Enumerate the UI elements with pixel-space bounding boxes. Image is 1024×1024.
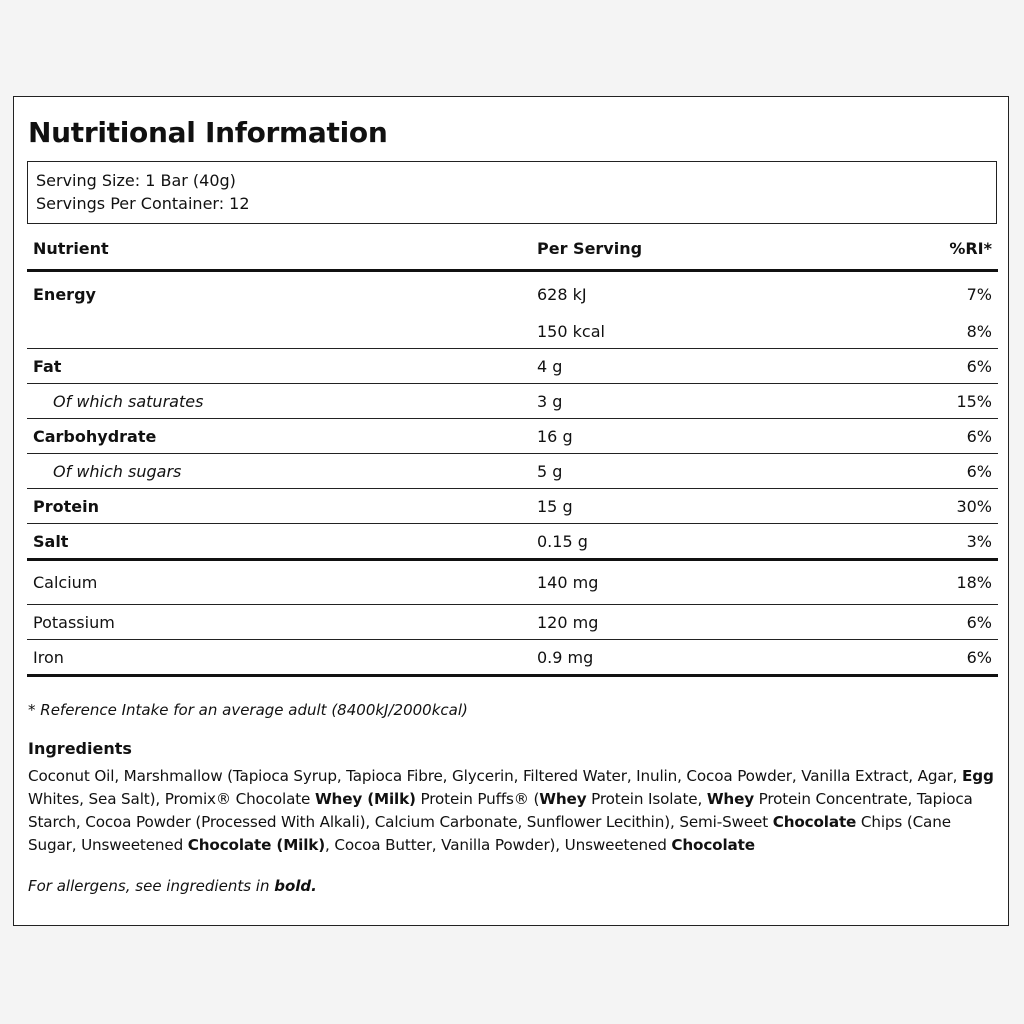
nutrition-panel	[13, 96, 1009, 926]
table-header-row	[27, 233, 998, 272]
ingredients-text	[28, 765, 1000, 857]
nutrient-amount: 628 kJ	[537, 285, 587, 304]
ingredient-segment: Whites, Sea Salt), Promix® Chocolate	[28, 790, 315, 808]
header-nutrient: Nutrient	[33, 239, 109, 258]
nutrient-ri: 15%	[956, 392, 992, 411]
allergen-chocolate-milk: Chocolate (Milk)	[187, 836, 326, 854]
nutrient-amount: 3 g	[537, 392, 563, 411]
nutrient-ri: 6%	[966, 613, 992, 632]
nutrient-name: Fat	[33, 357, 62, 376]
ri-footnote: * Reference Intake for an average adult (8400kJ/2000kcal)	[28, 701, 468, 719]
allergen-chocolate: Chocolate	[671, 836, 755, 854]
allergen-whey: Whey	[706, 790, 754, 808]
allergen-whey-milk: Whey (Milk)	[314, 790, 416, 808]
nutrient-name: Potassium	[33, 613, 115, 632]
nutrient-name: Calcium	[33, 573, 98, 592]
nutrient-ri: 6%	[966, 648, 992, 667]
ingredient-segment: Protein Puffs® (	[415, 790, 540, 808]
nutrient-ri: 3%	[966, 532, 992, 551]
allergen-chocolate: Chocolate	[772, 813, 857, 831]
nutrient-name: Of which sugars	[53, 462, 182, 481]
table-row-fat	[27, 349, 998, 384]
nutrient-name: Energy	[33, 285, 96, 304]
nutrient-name: Iron	[33, 648, 64, 667]
table-row-energy-kj	[27, 272, 998, 314]
ingredient-segment: , Cocoa Butter, Vanilla Powder), Unsweetened	[325, 836, 672, 854]
nutrient-name: Protein	[33, 497, 99, 516]
nutrient-amount: 150 kcal	[537, 322, 605, 341]
nutrient-name: Of which saturates	[53, 392, 204, 411]
header-per-serving: Per Serving	[537, 239, 643, 258]
nutrient-amount: 16 g	[537, 427, 573, 446]
nutrient-ri: 6%	[966, 357, 992, 376]
table-row-saturates	[27, 384, 998, 419]
nutrition-table	[27, 233, 998, 677]
table-row-calcium	[27, 561, 998, 605]
table-row-energy-kcal	[27, 314, 998, 349]
ingredient-segment: Coconut Oil, Marshmallow (Tapioca Syrup, Tapioca Fibre, Glycerin, Filtered Water, Inulin, Cocoa Powder, Vanilla Extract, Agar,	[28, 767, 962, 785]
allergen-note-text: For allergens, see ingredients in	[28, 877, 275, 895]
allergen-egg: Egg	[962, 767, 994, 785]
nutrient-amount: 120 mg	[537, 613, 599, 632]
ingredient-segment: Protein Isolate,	[586, 790, 707, 808]
table-row-salt	[27, 524, 998, 561]
serving-info-box	[27, 161, 997, 224]
ingredient-segment: Chips (Cane Sugar, Unsweetened	[28, 813, 951, 854]
allergen-whey: Whey	[539, 790, 587, 808]
allergen-note-emphasis: bold.	[274, 877, 317, 895]
nutrient-ri: 30%	[956, 497, 992, 516]
table-row-sugars	[27, 454, 998, 489]
nutrient-ri: 6%	[966, 462, 992, 481]
servings-per-container: Servings Per Container: 12	[36, 194, 250, 213]
table-row-protein	[27, 489, 998, 524]
nutrient-amount: 0.15 g	[537, 532, 588, 551]
nutrient-ri: 7%	[966, 285, 992, 304]
table-row-iron	[27, 640, 998, 677]
nutrient-amount: 15 g	[537, 497, 573, 516]
nutrient-amount: 140 mg	[537, 573, 599, 592]
nutrient-ri: 6%	[966, 427, 992, 446]
nutrient-ri: 8%	[966, 322, 992, 341]
table-row-potassium	[27, 605, 998, 640]
nutrient-name: Salt	[33, 532, 69, 551]
nutrient-ri: 18%	[956, 573, 992, 592]
page-title: Nutritional Information	[28, 116, 388, 149]
nutrient-name: Carbohydrate	[33, 427, 157, 446]
table-row-carbohydrate	[27, 419, 998, 454]
nutrient-amount: 5 g	[537, 462, 563, 481]
ingredient-segment: Protein Concentrate, Tapioca Starch, Cocoa Powder (Processed With Alkali), Calcium Carbonate, Sunflower Lecithin), Semi-Sweet	[28, 790, 973, 831]
header-ri: %RI*	[949, 239, 992, 258]
ingredients-heading: Ingredients	[28, 739, 132, 758]
nutrient-amount: 0.9 mg	[537, 648, 594, 667]
nutrient-amount: 4 g	[537, 357, 563, 376]
serving-size: Serving Size: 1 Bar (40g)	[36, 171, 236, 190]
allergen-note	[28, 874, 317, 898]
